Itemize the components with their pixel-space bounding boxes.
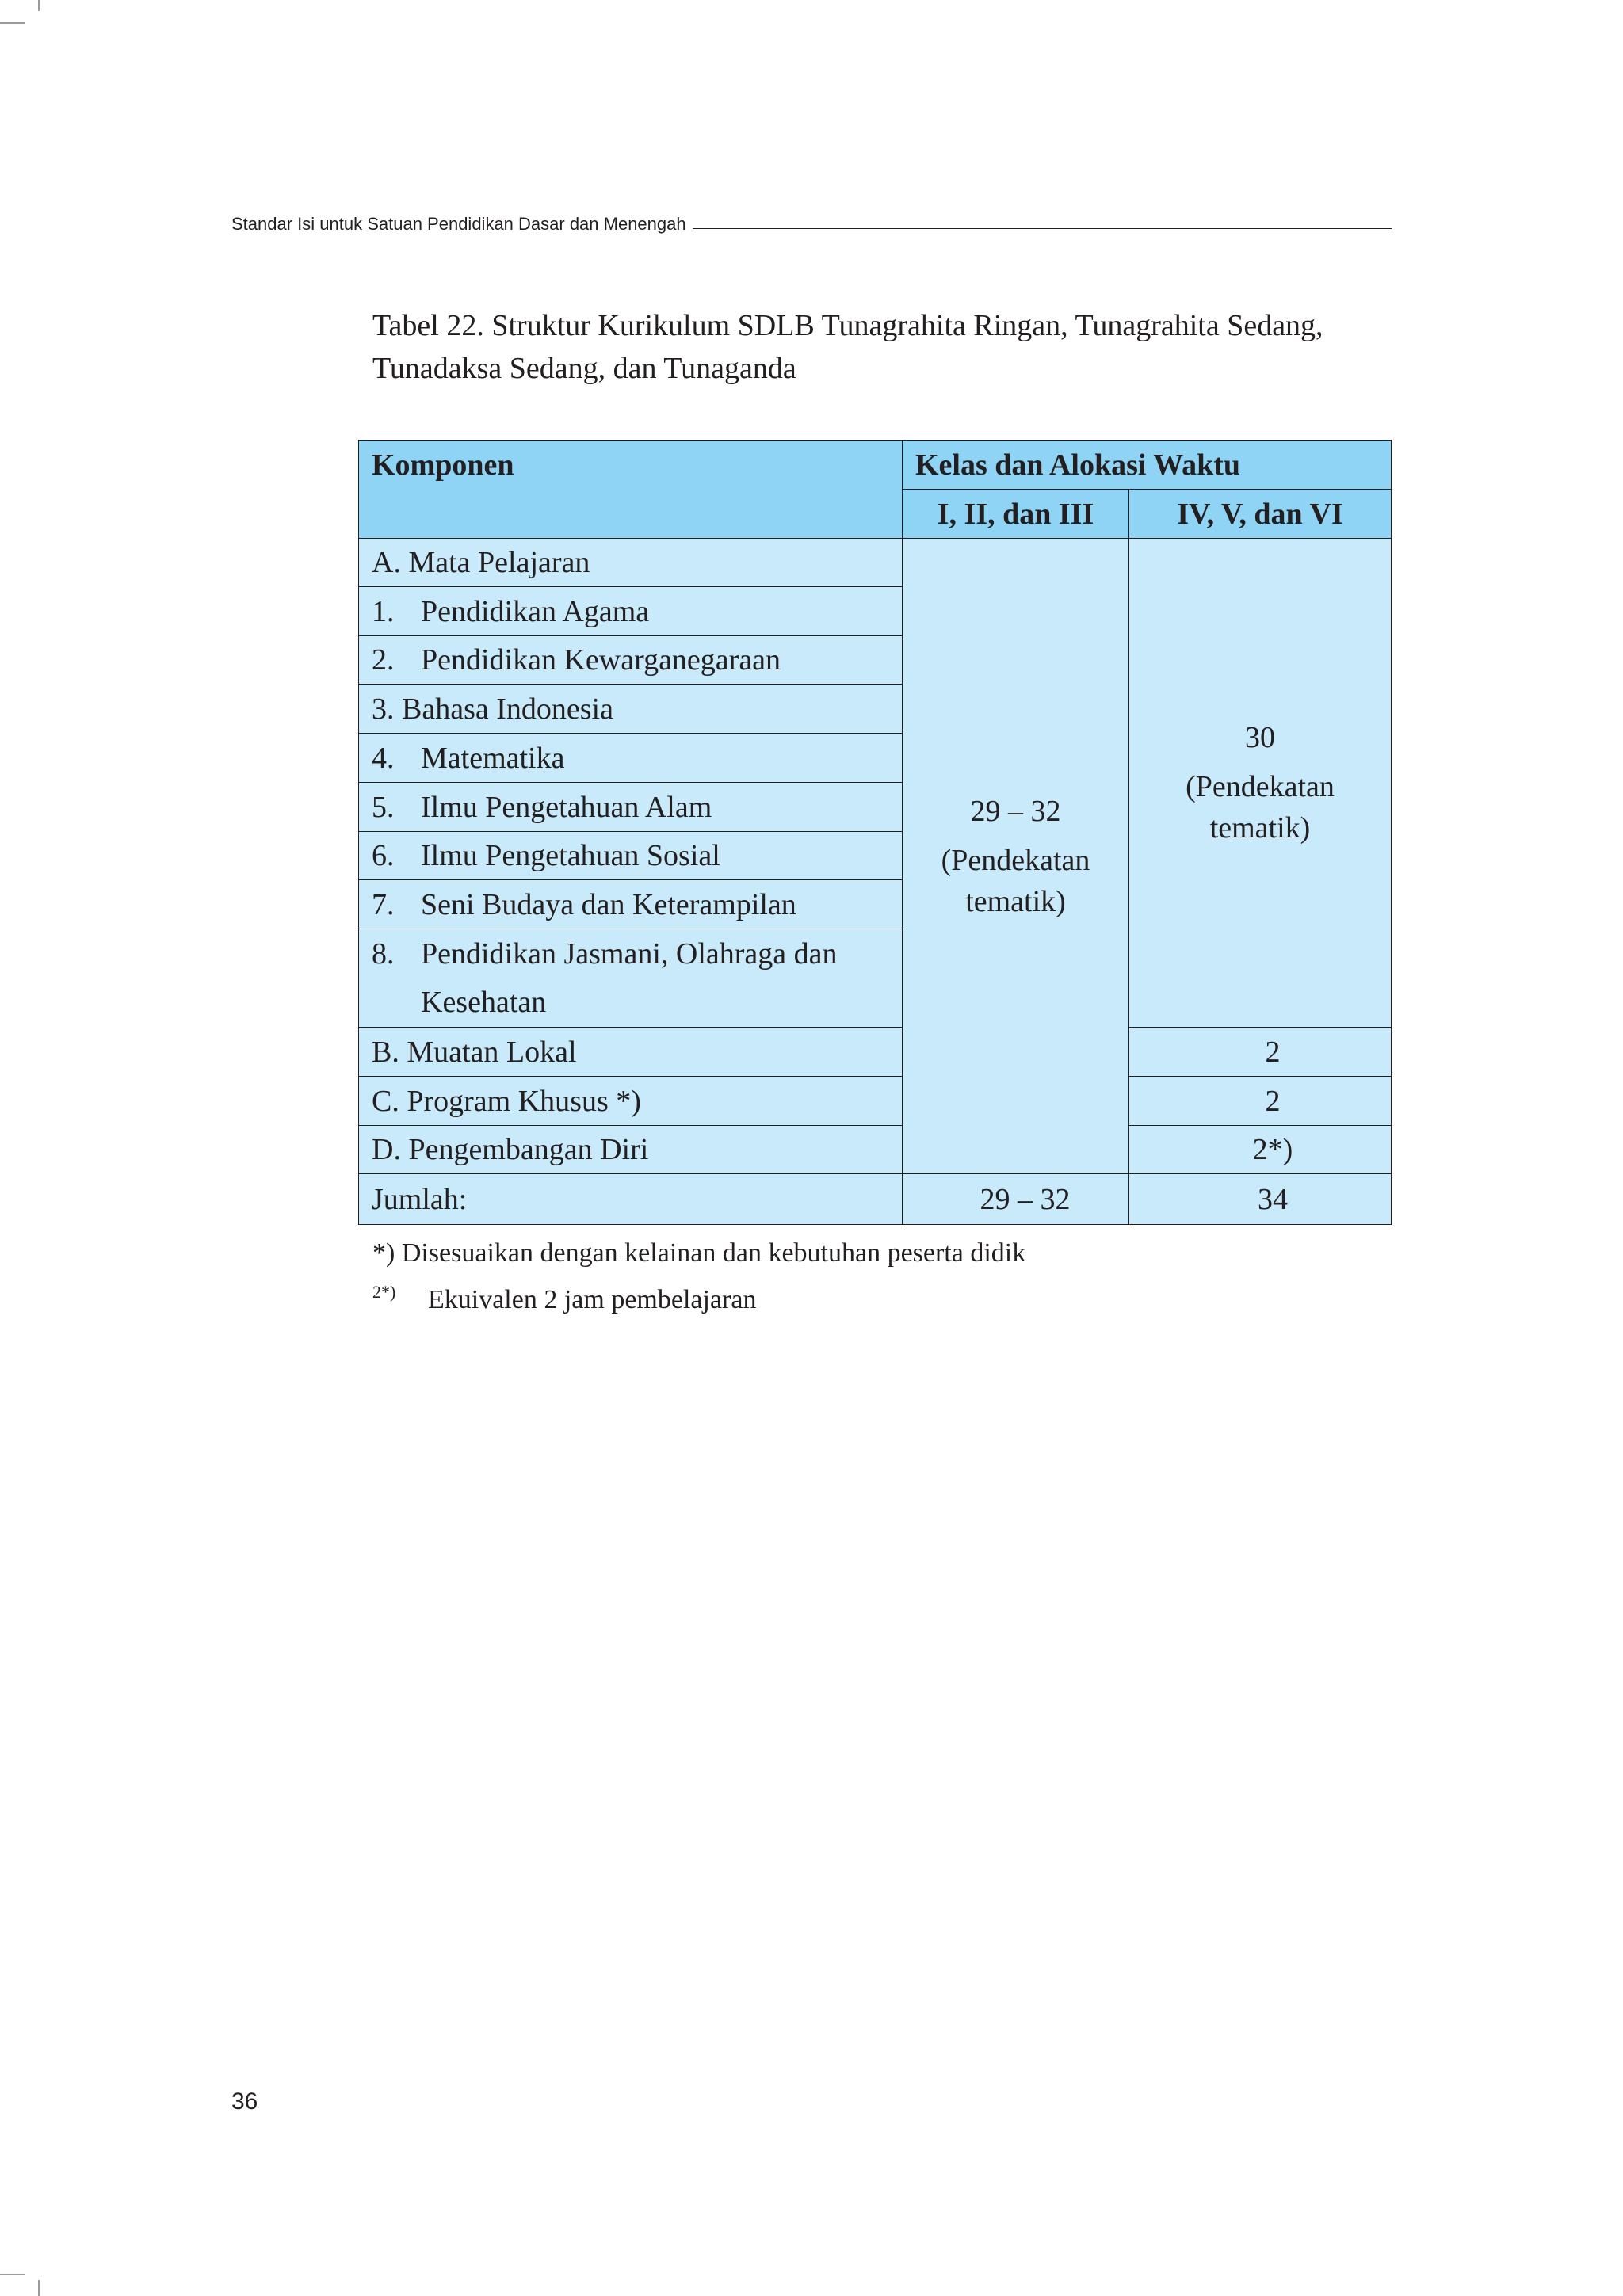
merged-col-1 <box>903 539 1129 1174</box>
crop-mark <box>0 22 25 24</box>
merged-col-1-note: tematik) <box>965 884 1066 918</box>
merged-col-2-value: 30 <box>1245 721 1275 754</box>
total-col-1: 29 – 32 <box>903 1174 1129 1225</box>
running-header-rule <box>693 228 1392 229</box>
cell-muatan-lokal-col2: 2 <box>1129 1028 1392 1077</box>
footnote-2-mark: 2*) <box>372 1282 396 1302</box>
row-ipa: 5. Ilmu Pengetahuan Alam <box>359 783 903 832</box>
row-pendidikan-kewarganegaraan: 2. Pendidikan Kewarganegaraan <box>359 636 903 685</box>
running-header-text: Standar Isi untuk Satuan Pendidikan Dasar dan Menengah <box>231 214 686 234</box>
header-allocation: Kelas dan Alokasi Waktu <box>903 441 1392 490</box>
crop-mark <box>0 2274 25 2275</box>
total-col-2: 34 <box>1129 1174 1392 1225</box>
header-col-1: I, II, dan III <box>903 490 1129 539</box>
table-caption <box>372 304 1395 390</box>
page-number: 36 <box>231 2088 258 2115</box>
row-jumlah: Jumlah: <box>359 1174 903 1225</box>
footnote-2-text: Ekuivalen 2 jam pembelajaran <box>428 1285 757 1314</box>
footnote-1: *) Disesuaikan dengan kelainan dan kebutuhan peserta didik <box>372 1238 1026 1268</box>
merged-col-2 <box>1129 539 1392 1028</box>
row-muatan-lokal: B. Muatan Lokal <box>359 1028 903 1077</box>
merged-col-1-note: (Pendekatan <box>941 843 1090 877</box>
row-pjok-cont: Kesehatan <box>359 978 903 1028</box>
cell-pengembangan-diri-col2: 2*) <box>1129 1126 1392 1174</box>
curriculum-table <box>358 440 1392 1225</box>
row-matematika: 4. Matematika <box>359 734 903 783</box>
crop-mark <box>38 2280 40 2296</box>
row-pendidikan-agama: 1. Pendidikan Agama <box>359 587 903 636</box>
row-bahasa-indonesia: 3. Bahasa Indonesia <box>359 685 903 734</box>
header-component: Komponen <box>359 441 903 539</box>
row-seni-budaya: 7. Seni Budaya dan Keterampilan <box>359 880 903 929</box>
merged-col-2-note: (Pendekatan <box>1186 770 1335 803</box>
crop-mark <box>38 0 40 11</box>
merged-col-1-value: 29 – 32 <box>970 794 1061 828</box>
row-mata-pelajaran: A. Mata Pelajaran <box>359 539 903 587</box>
running-header <box>231 211 1392 235</box>
header-col-2: IV, V, dan VI <box>1129 490 1392 539</box>
row-ips: 6. Ilmu Pengetahuan Sosial <box>359 832 903 880</box>
caption-line: Tunadaksa Sedang, dan Tunaganda <box>372 352 796 385</box>
footnote-2 <box>372 1282 927 1320</box>
row-program-khusus: C. Program Khusus *) <box>359 1077 903 1126</box>
row-pengembangan-diri: D. Pengembangan Diri <box>359 1126 903 1174</box>
row-pjok: 8. Pendidikan Jasmani, Olahraga dan <box>359 929 903 978</box>
caption-line: Tabel 22. Struktur Kurikulum SDLB Tunagrahita Ringan, Tunagrahita Sedang, <box>372 309 1323 342</box>
cell-program-khusus-col2: 2 <box>1129 1077 1392 1126</box>
merged-col-2-note: tematik) <box>1209 811 1311 845</box>
